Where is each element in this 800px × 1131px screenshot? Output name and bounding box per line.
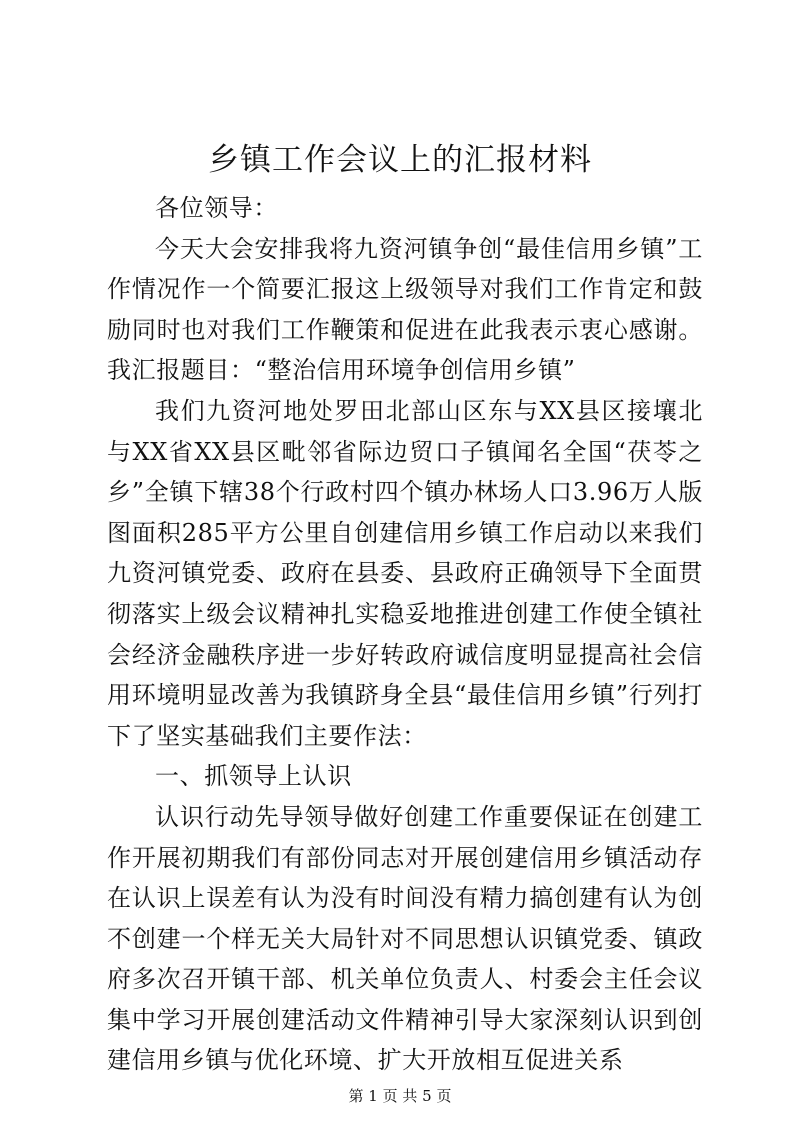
document-body bbox=[107, 188, 703, 1081]
document-title: 乡镇工作会议上的汇报材料 bbox=[208, 142, 592, 178]
paragraph-section-1: 认识行动先导领导做好创建工作重要保证在创建工作开展初期我们有部份同志对开展创建信用乡镇活动存在认识上误差有认为没有时间没有精力搞创建有认为创不创建一个样无关大局针对不同思想认识镇党委、镇政府多次召开镇干部、机关单位负责人、村委会主任会议集中学习开展创建活动文件精神引导大家深刻认识到创建信用乡镇与优化环境、扩大开放相互促进关系 bbox=[107, 802, 703, 1075]
salutation: 各位领导： bbox=[155, 194, 278, 222]
paragraph-background: 我们九资河地处罗田北部山区东与XX县区接壤北与XX省XX县区毗邻省际边贸口子镇闻名全国“茯苓之乡”全镇下辖38个行政村四个镇办林场人口3.96万人版图面积285平方公里自创建信用乡镇工作启动以来我们九资河镇党委、政府在县委、县政府正确领导下全面贯彻落实上级会议精神扎实稳妥地推进创建工作使全镇社会经济金融秩序进一步好转政府诚信度明显提高社会信用环境明显改善为我镇跻身全县“最佳信用乡镇”行列打下了坚实基础我们主要作法： bbox=[107, 396, 703, 750]
section-heading-1: 一、抓领导上认识 bbox=[155, 762, 352, 791]
paragraph-intro: 今天大会安排我将九资河镇争创“最佳信用乡镇”工作情况作一个简要汇报这上级领导对我们工作肯定和鼓励同时也对我们工作鞭策和促进在此我表示衷心感谢。我汇报题目：“整治信用环境争创信用乡镇” bbox=[107, 234, 703, 385]
page-footer: 第 1 页 共 5 页 bbox=[348, 1087, 452, 1105]
